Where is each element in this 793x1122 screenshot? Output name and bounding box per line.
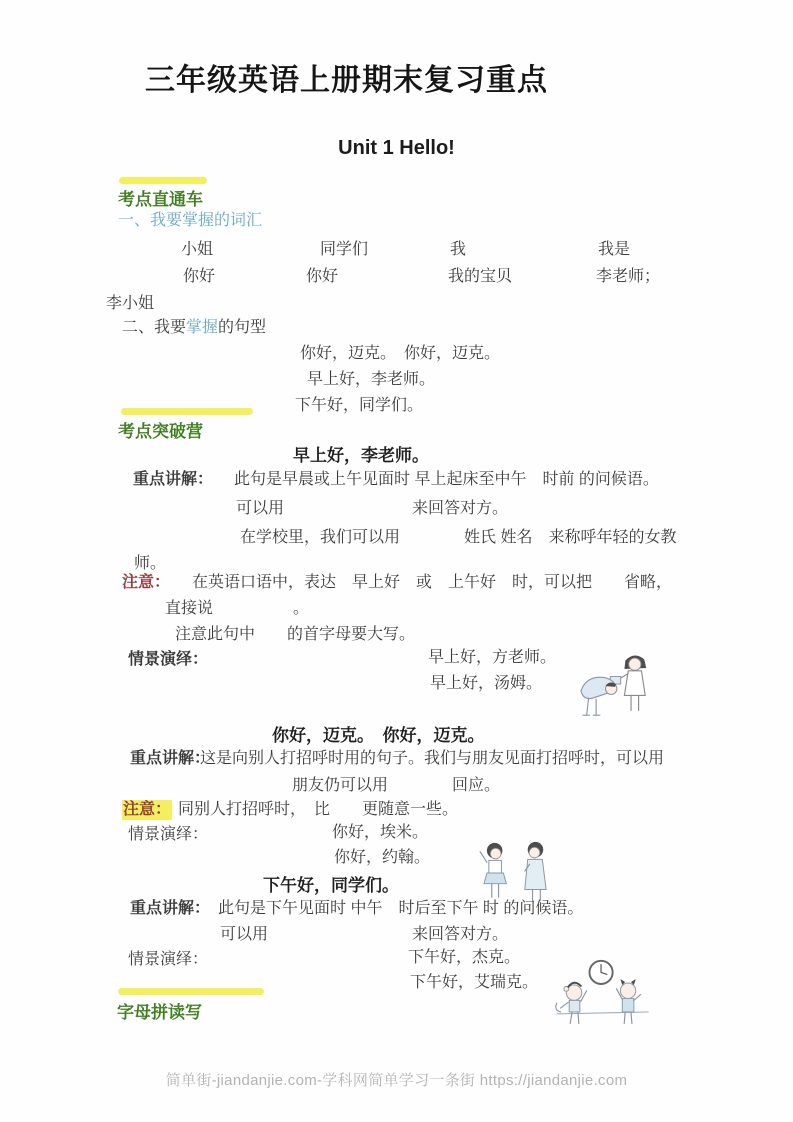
- explain-line: 朋友仍可以用 回应。: [292, 777, 501, 794]
- explain-label: 重点讲解：: [130, 750, 211, 767]
- scene-line: 下午好，杰克。: [408, 949, 521, 966]
- explain-line: 可以用 来回答对方。: [236, 500, 509, 517]
- note-line: 在英语口语中，表达 早上好 或 上午好 时，可以把 省略，: [192, 574, 673, 591]
- scene-line: 你好，约翰。: [334, 849, 431, 866]
- footer-text: 简单街-jiandanjie.com-学科网简单学习一条街 https://jiandanjie.com: [165, 1072, 628, 1089]
- pattern-heading: [122, 318, 266, 338]
- vocab-item: 你好: [306, 268, 339, 285]
- pattern-sentence: 早上好，李老师。: [307, 371, 436, 388]
- vocab-item: 我的宝贝: [448, 268, 513, 285]
- vocab-item: 李老师；: [596, 268, 661, 285]
- scene-line: 早上好，汤姆。: [430, 675, 543, 692]
- explain-label: 重点讲解：: [133, 471, 214, 488]
- explain-line: 师。: [134, 555, 167, 572]
- explain-line: 这是向别人打招呼时用的句子。我们与朋友见面打招呼时，可以用: [200, 750, 665, 767]
- vocab-item: 你好: [183, 268, 216, 285]
- pattern-sentence: 下午好，同学们。: [295, 397, 424, 414]
- scene-line: 早上好，方老师。: [428, 649, 557, 666]
- explain-line: 可以用 来回答对方。: [220, 926, 509, 943]
- note-line: 直接说 。: [165, 600, 310, 617]
- explain-line: 此句是下午见面时 中午 时后至下午 时 的问候语。: [218, 900, 584, 917]
- vocab-item: 李小姐: [106, 295, 155, 312]
- vocab-item: 我: [450, 241, 467, 258]
- explain-line: 此句是早晨或上午见面时 早上起床至中午 时前 的问候语。: [234, 471, 659, 488]
- note-label: 注意：: [122, 574, 171, 591]
- scene-label: 情景演绎：: [128, 951, 209, 968]
- pattern-heading-highlight: 掌握: [186, 319, 219, 336]
- scene-label: 情景演绎：: [128, 651, 209, 668]
- block2-heading: 你好，迈克。 你好，迈克。: [272, 726, 485, 745]
- scene-label: 情景演绎：: [128, 826, 209, 843]
- express-section-header: 考点直通车: [118, 190, 203, 209]
- clock-and-animals-illustration: [545, 920, 660, 1074]
- pattern-sentence: 你好，迈克。 你好，迈克。: [300, 345, 501, 362]
- vocab-heading: 一、我要掌握的词汇: [118, 212, 263, 229]
- vocab-item: 我是: [598, 241, 631, 258]
- pattern-heading-pre: 二、我要: [122, 319, 187, 336]
- vocab-item: 同学们: [320, 241, 369, 258]
- block1-heading: 早上好，李老师。: [293, 446, 429, 465]
- explain-line: 在学校里，我们可以用 姓氏 姓名 来称呼年轻的女教: [240, 529, 677, 546]
- scene-line: 你好，埃米。: [332, 824, 429, 841]
- block3-heading: 下午好，同学们。: [263, 876, 399, 895]
- breakthrough-section-header: 考点突破营: [118, 422, 203, 441]
- scene-line: 下午好，艾瑞克。: [410, 974, 539, 991]
- letters-section-header: 字母拼读写: [117, 1003, 202, 1022]
- note-label: 注意：: [123, 801, 172, 818]
- doc-title: 三年级英语上册期末复习重点: [145, 64, 548, 97]
- note-line: 注意此句中 的首字母要大写。: [175, 626, 416, 643]
- yellow-highlight-bar: [121, 408, 253, 415]
- note-line: 同别人打招呼时， 比 更随意一些。: [178, 801, 459, 818]
- unit-title: Unit 1 Hello!: [338, 137, 455, 159]
- yellow-highlight-bar: [119, 177, 207, 184]
- explain-label: 重点讲解：: [130, 900, 211, 917]
- yellow-highlight-bar: [118, 988, 264, 995]
- pattern-heading-post: 的句型: [218, 319, 267, 336]
- vocab-item: 小姐: [181, 241, 214, 258]
